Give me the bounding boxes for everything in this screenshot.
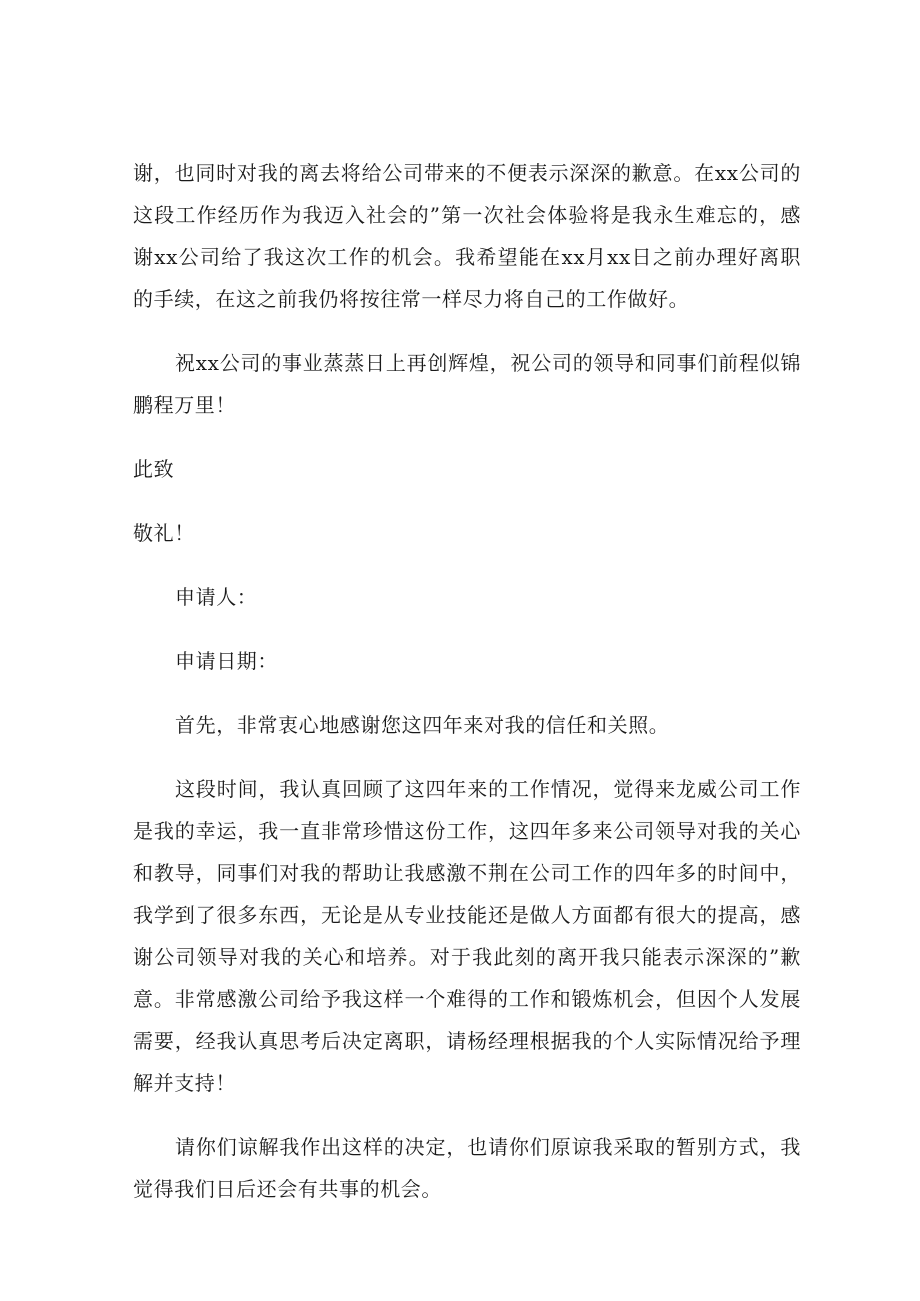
- paragraph-thanks: 首先，非常衷心地感谢您这四年来对我的信任和关照。: [175, 713, 670, 737]
- paragraph-reflection: 这段时间，我认真回顾了这四年来的工作情况，觉得来龙威公司工作是我的幸运，我一直非常珍惜这份工作，这四年多来公司领导对我的关心和教导，同事们对我的帮助让我感激不荆在公司工作的四年多的时间中，我学到了很多东西，无论是从专业技能还是做人方面都有很大的提高，感谢公司领导对我的关心和培养。对于我此刻的离开我只能表示深深的”歉意。非常感激公司给予我这样一个难得的工作和锻炼机会，但因个人发展需要，经我认真思考后决定离职，请杨经理根据我的个人实际情况给予理解并支持！: [133, 777, 801, 1095]
- paragraph-wishes: 祝xx公司的事业蒸蒸日上再创辉煌，祝公司的领导和同事们前程似锦鹏程万里！: [133, 351, 801, 417]
- document-body: [133, 152, 801, 1232]
- applicant-label: 申请人：: [175, 585, 258, 609]
- closing-salutation: 此致: [133, 457, 175, 481]
- paragraph-understanding: 请你们谅解我作出这样的决定，也请你们原谅我采取的暂别方式，我觉得我们日后还会有共事的机会。: [133, 1135, 801, 1201]
- application-date-label: 申请日期：: [175, 649, 278, 673]
- closing-regards: 敬礼！: [133, 521, 195, 545]
- paragraph-apology: 谢，也同时对我的离去将给公司带来的不便表示深深的歉意。在xx公司的这段工作经历作为我迈入社会的”第一次社会体验将是我永生难忘的，感谢xx公司给了我这次工作的机会。我希望能在xx月xx日之前办理好离职的手续，在这之前我仍将按往常一样尽力将自己的工作做好。: [133, 161, 801, 311]
